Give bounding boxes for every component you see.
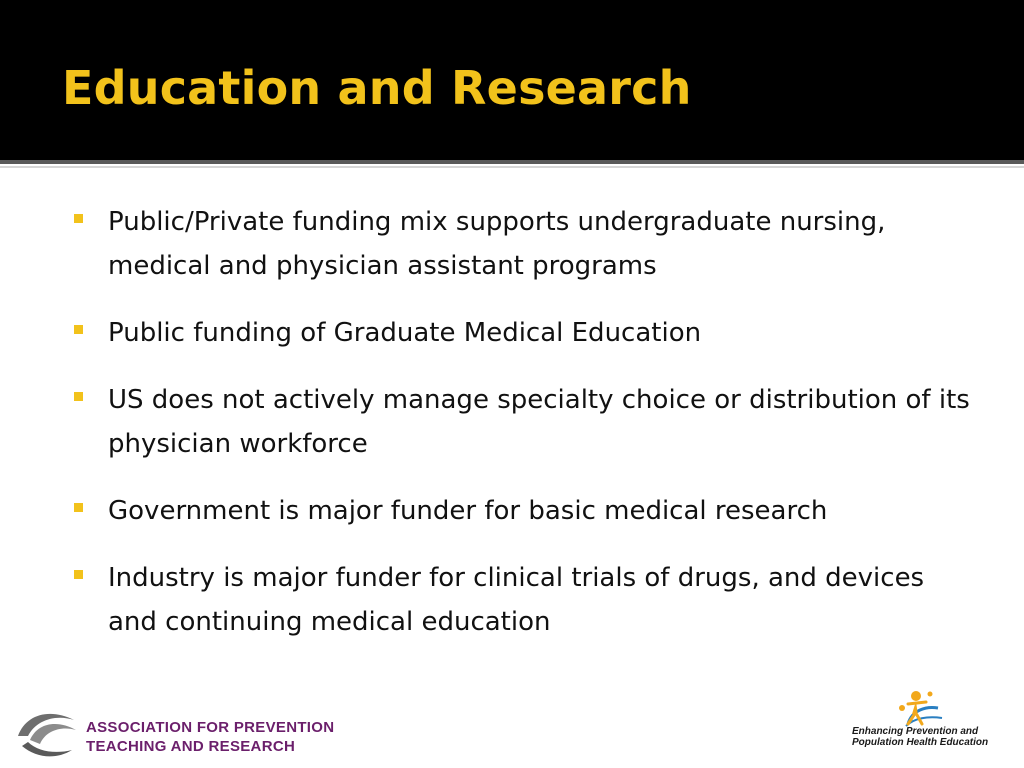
aptr-name (86, 718, 334, 756)
bullet-list (72, 200, 972, 667)
bullet-item (72, 378, 972, 466)
bullet-marker-icon (74, 325, 83, 334)
bullet-text: Public funding of Graduate Medical Education (108, 318, 702, 348)
bullet-text: Industry is major funder for clinical trials of drugs, and devices and continuing medical education (108, 563, 925, 637)
bullet-marker-icon (74, 214, 83, 223)
bullet-marker-icon (74, 570, 83, 579)
bullet-marker-icon (74, 503, 83, 512)
bullet-text: Public/Private funding mix supports undergraduate nursing, medical and physician assistant programs (108, 207, 886, 281)
bullet-text: Government is major funder for basic medical research (108, 496, 828, 526)
bullet-item (72, 311, 972, 355)
bullet-item (72, 200, 972, 288)
title-divider-light (0, 166, 1024, 168)
prevention-education-text (852, 726, 988, 748)
aptr-name-line1: ASSOCIATION FOR PREVENTION (86, 719, 335, 736)
prevention-education-logo (846, 688, 994, 760)
bullet-item (72, 556, 972, 644)
aptr-name-line2: TEACHING AND RESEARCH (86, 738, 296, 755)
bullet-marker-icon (74, 392, 83, 401)
title-bar (0, 0, 1024, 160)
bullet-text: US does not actively manage specialty choice or distribution of its physician workforce (108, 385, 970, 459)
ep-text-line1: Enhancing Prevention and (852, 726, 979, 737)
slide-title: Education and Research (62, 61, 692, 115)
title-divider (0, 160, 1024, 164)
figure-logo-icon (886, 688, 946, 730)
aptr-logo (16, 704, 356, 764)
bullet-item (72, 489, 972, 533)
ep-text-line2: Population Health Education (852, 737, 989, 748)
swoosh-logo-icon (16, 706, 80, 762)
